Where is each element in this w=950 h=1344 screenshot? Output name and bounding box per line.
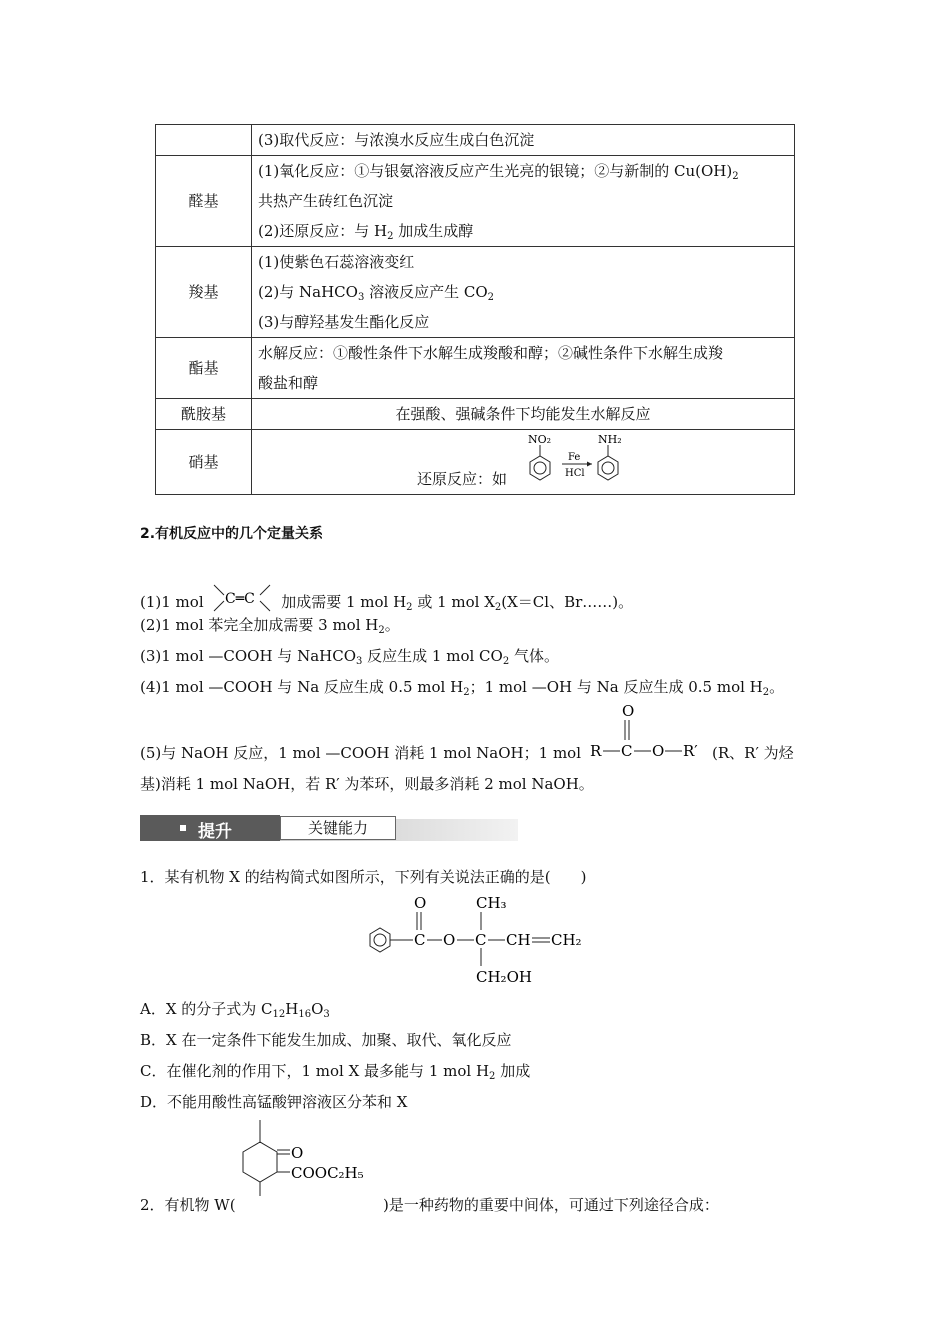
reaction-line: 共热产生砖红色沉淀 <box>258 192 394 210</box>
q2-stem-prefix: 2．有机物 W( <box>140 1196 236 1214</box>
option-d: D．不能用酸性高锰酸钾溶液区分苯和 X <box>140 1093 408 1111</box>
group-name-cell: 醛基 <box>156 156 252 247</box>
square-bullet-icon <box>180 825 186 831</box>
hcl-label: HCl <box>565 468 585 479</box>
compound-x-structure <box>360 890 590 990</box>
carbonyl-o-label: O <box>622 702 635 720</box>
option-a: A．X 的分子式为 $C_{12}H_{16}O_3$ <box>140 1000 330 1020</box>
table-row <box>156 156 795 247</box>
reaction-line: 酸盐和醇 <box>258 374 319 392</box>
table-row <box>156 430 795 495</box>
group-name-cell: 酰胺基 <box>156 399 252 430</box>
bond-line <box>214 601 224 611</box>
nitro-reduction-diagram <box>514 430 634 494</box>
c-label: C <box>414 931 426 949</box>
compound-w-structure <box>234 1112 384 1198</box>
alkene-structure <box>208 583 276 613</box>
rule-5-suffix: (R、R′ 为烃 <box>712 744 794 762</box>
group-name-cell <box>156 125 252 156</box>
o-label: O <box>443 931 456 949</box>
table-row <box>156 399 795 430</box>
bond-line <box>260 601 270 611</box>
group-name-cell: 硝基 <box>156 430 252 495</box>
rule-5-line2: 基)消耗 1 mol NaOH，若 R′ 为苯环，则最多消耗 2 mol NaOH。 <box>140 775 594 793</box>
nh2-label: NH₂ <box>598 433 622 446</box>
fe-label: Fe <box>568 452 581 463</box>
rule-5-prefix: (5)与 NaOH 反应，1 mol —COOH 消耗 1 mol NaOH；1 mol <box>140 744 581 762</box>
reaction-line: (3)取代反应：与浓溴水反应生成白色沉淀 <box>258 131 535 149</box>
aromatic-circle <box>602 462 614 474</box>
reaction-cell <box>252 156 795 247</box>
arrow-head <box>587 462 592 467</box>
reaction-line: 水解反应：①酸性条件下水解生成羧酸和醇；②碱性条件下水解生成羧 <box>258 344 724 362</box>
reaction-cell <box>252 430 795 495</box>
reaction-line: 在强酸、强碱条件下均能发生水解反应 <box>395 405 651 423</box>
aromatic-circle <box>374 934 386 946</box>
c-label: C <box>621 742 633 760</box>
table-row <box>156 247 795 338</box>
reaction-cell <box>252 338 795 399</box>
no2-label: NO₂ <box>528 433 552 446</box>
reaction-text: 还原反应：如 <box>417 470 508 488</box>
functional-group-table <box>155 124 795 495</box>
ester-structure <box>586 700 712 764</box>
benzene-ring <box>530 456 550 480</box>
ester-label: COOC₂H₅ <box>291 1164 364 1182</box>
section-title: 2.有机反应中的几个定量关系 <box>140 526 324 542</box>
banner-title: 提升 <box>198 822 232 842</box>
table-row <box>156 338 795 399</box>
rule-4: (4)1 mol —COOH 与 Na 反应生成 0.5 mol $H_2$；1 mol —OH 与 Na 反应生成 0.5 mol $H_2$。 <box>140 678 785 698</box>
carbonyl-o-label: O <box>414 894 427 912</box>
rule-3: (3)1 mol —COOH 与 NaHCO$_3$ 反应生成 1 mol $CO_2$ 气体。 <box>140 647 559 667</box>
q2-stem-suffix: )是一种药物的重要中间体，可通过下列途径合成： <box>383 1196 719 1214</box>
table-row <box>156 125 795 156</box>
reaction-line: (3)与醇羟基发生酯化反应 <box>258 313 430 331</box>
ch3-label: CH₃ <box>476 894 507 912</box>
rule-1 <box>140 583 633 613</box>
reaction-cell <box>252 399 795 430</box>
reaction-cell <box>252 247 795 338</box>
group-name-cell: 羧基 <box>156 247 252 338</box>
section-banner <box>140 813 518 845</box>
reaction-line: (1)使紫色石蕊溶液变红 <box>258 253 415 271</box>
ch-label: CH <box>506 931 531 949</box>
quaternary-c-label: C <box>475 931 487 949</box>
banner-subtitle: 关键能力 <box>280 816 396 840</box>
benzene-ring <box>598 456 618 480</box>
ch2oh-label: CH₂OH <box>476 968 532 986</box>
group-name-cell: 酯基 <box>156 338 252 399</box>
rule-2: (2)1 mol 苯完全加成需要 3 mol $H_2$。 <box>140 616 400 636</box>
reaction-line: (2)还原反应：与 $H_2$ 加成生成醇 <box>258 222 474 242</box>
reaction-line: (1)氧化反应：①与银氨溶液反应产生光亮的银镜；②与新制的 $Cu(OH)_2$ <box>258 162 739 182</box>
o-label: O <box>652 742 665 760</box>
alkene-label: C═C <box>225 591 256 607</box>
r-prime-label: R′ <box>683 742 698 760</box>
aromatic-circle <box>534 462 546 474</box>
reaction-cell <box>252 125 795 156</box>
q1-stem: 1．某有机物 X 的结构简式如图所示，下列有关说法正确的是( ) <box>140 868 587 886</box>
bond-line <box>214 585 224 595</box>
ketone-o-label: O <box>291 1144 304 1162</box>
option-b: B．X 在一定条件下能发生加成、加聚、取代、氧化反应 <box>140 1031 512 1049</box>
rule-1-suffix: 加成需要 1 mol $H_2$ 或 1 mol $X_2(X=Cl$、Br……)。 <box>281 593 634 613</box>
cyclohexane-ring <box>243 1142 277 1182</box>
rule-1-prefix: (1)1 mol <box>140 593 204 611</box>
reaction-line: (2)与 NaHCO$_3$ 溶液反应产生 $CO_2$ <box>258 283 495 303</box>
ch2-label: CH₂ <box>551 931 582 949</box>
option-c: C．在催化剂的作用下，1 mol X 最多能与 1 mol $H_2$ 加成 <box>140 1062 531 1082</box>
benzene-ring <box>370 928 390 952</box>
bond-line <box>260 585 270 595</box>
r-label: R <box>590 742 602 760</box>
